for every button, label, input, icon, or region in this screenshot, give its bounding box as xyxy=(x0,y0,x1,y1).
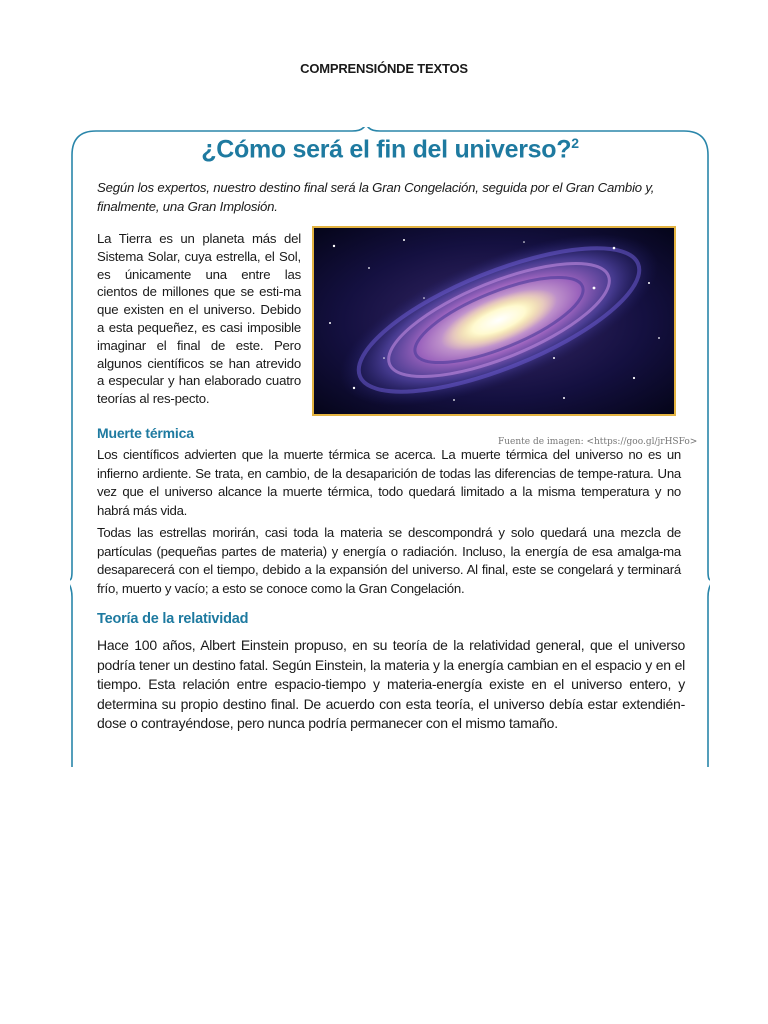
image-source: Fuente de imagen: <https://goo.gl/jrHSFo> xyxy=(498,437,698,447)
section-1-paragraph-1: Los científicos advierten que la muerte térmica se acerca. La muerte térmica del universo no es un infierno ardiente. Se trata, en cambio, de la desaparición de todas las diferencias de tempe-ratura. Una vez que el universo alcance la muerte térmica, todo quedará limitado a la misma temperatura y no habrá más vida. xyxy=(97,447,681,518)
section-1-paragraph-2: Todas las estrellas morirán, casi toda la materia se descompondrá y solo quedará una mezcla de partículas (pequeñas partes de materia) y energía o radiación. Incluso, la energía de esa amalga-ma desaparecerá con el tiempo, debido a la expansión del universo. Al final, este se congelará y terminará frío, muerto y vacío; a esto se conoce como la Gran Congelación. xyxy=(97,525,681,596)
article-title xyxy=(70,135,710,164)
intro-paragraph: La Tierra es un planeta más del Sistema Solar, cuya estrella, el Sol, es únicamente una entre las cientos de millones que se esti-ma que existen en el universo. Debido a esta pequeñez, es casi imposible imaginar el final de este. Pero algunos científicos se han atrevido a especular y han elaborado cuatro teorías al res-pecto. xyxy=(97,231,301,407)
title-text: ¿Cómo será el fin del universo? xyxy=(201,135,572,164)
galaxy-illustration xyxy=(314,228,674,414)
section-heading-muerte-termica: Muerte térmica xyxy=(97,425,194,441)
article-intro: Según los expertos, nuestro destino final será la Gran Congelación, seguida por el Gran Cambio y, finalmente, una Gran Implosión. xyxy=(97,180,655,214)
galaxy-image xyxy=(312,226,676,416)
section-heading-relatividad: Teoría de la relatividad xyxy=(97,611,249,627)
page-header: COMPRENSIÓNDE TEXTOS xyxy=(300,61,468,76)
title-footnote: 2 xyxy=(571,135,579,151)
section-2-paragraph-1: Hace 100 años, Albert Einstein propuso, en su teoría de la relatividad general, que el universo podría tener un destino fatal. Según Einstein, la materia y la energía cambian en el espacio y en el tiempo. Esta relación entre espacio-tiempo y materia-energía existe en el universo entero, y determina su propio destino final. De acuerdo con esta teoría, el universo debía estar extendién-dose o contrayéndose, pero nunca podría permanecer con el mismo tamaño. xyxy=(97,637,685,732)
